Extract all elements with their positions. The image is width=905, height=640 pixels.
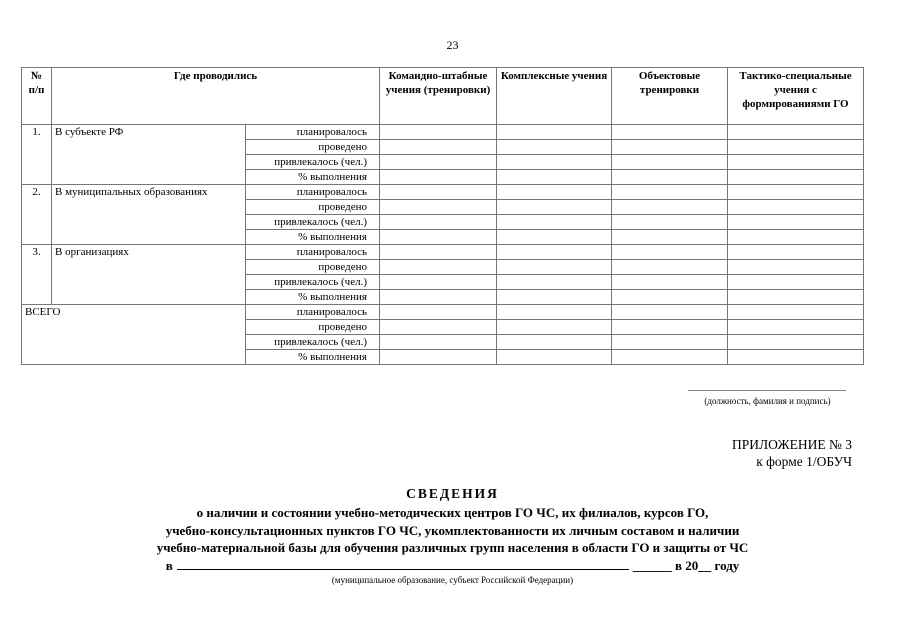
- metric-label: проведено: [246, 320, 380, 335]
- period-suffix: ______ в 20__ году: [632, 558, 740, 573]
- data-cell[interactable]: [728, 170, 864, 185]
- metric-label: проведено: [246, 200, 380, 215]
- data-cell[interactable]: [612, 170, 728, 185]
- data-cell[interactable]: [728, 200, 864, 215]
- data-cell[interactable]: [728, 155, 864, 170]
- data-cell[interactable]: [497, 260, 612, 275]
- data-cell[interactable]: [612, 230, 728, 245]
- data-cell[interactable]: [497, 305, 612, 320]
- data-cell[interactable]: [380, 350, 497, 365]
- data-cell[interactable]: [380, 320, 497, 335]
- period-line: [0, 557, 905, 574]
- data-cell[interactable]: [497, 335, 612, 350]
- metric-label: планировалось: [246, 245, 380, 260]
- metric-label: привлекалось (чел.): [246, 335, 380, 350]
- data-cell[interactable]: [728, 335, 864, 350]
- data-cell[interactable]: [728, 140, 864, 155]
- data-cell[interactable]: [497, 170, 612, 185]
- header-where: Где проводились: [52, 68, 380, 125]
- data-cell[interactable]: [497, 140, 612, 155]
- data-cell[interactable]: [380, 275, 497, 290]
- data-cell[interactable]: [497, 245, 612, 260]
- metric-label: проведено: [246, 140, 380, 155]
- data-cell[interactable]: [380, 170, 497, 185]
- metric-label: привлекалось (чел.): [246, 275, 380, 290]
- data-cell[interactable]: [497, 350, 612, 365]
- data-cell[interactable]: [728, 230, 864, 245]
- data-cell[interactable]: [380, 140, 497, 155]
- table-row: [22, 185, 864, 200]
- metric-label: проведено: [246, 260, 380, 275]
- signature-line: [688, 390, 846, 391]
- header-command-staff: Командно-штабные учения (тренировки): [380, 68, 497, 125]
- data-cell[interactable]: [380, 230, 497, 245]
- appendix-form: к форме 1/ОБУЧ: [756, 454, 852, 469]
- appendix-block: [732, 436, 852, 470]
- data-cell[interactable]: [612, 155, 728, 170]
- location-name: В муниципальных образованиях: [52, 185, 246, 245]
- data-cell[interactable]: [612, 290, 728, 305]
- subheading-line: учебно-материальной базы для обучения различных групп населения в области ГО и защиты от ЧС: [156, 540, 749, 555]
- period-prefix: в: [165, 558, 173, 573]
- row-number: 1.: [22, 125, 52, 185]
- data-cell[interactable]: [612, 260, 728, 275]
- data-cell[interactable]: [612, 215, 728, 230]
- data-cell[interactable]: [497, 275, 612, 290]
- location-name: В субъекте РФ: [52, 125, 246, 185]
- row-number: 3.: [22, 245, 52, 305]
- data-cell[interactable]: [497, 230, 612, 245]
- header-number: № п/п: [22, 68, 52, 125]
- metric-label: % выполнения: [246, 290, 380, 305]
- page-number: 23: [446, 38, 459, 52]
- data-cell[interactable]: [612, 185, 728, 200]
- data-cell[interactable]: [380, 335, 497, 350]
- data-cell[interactable]: [380, 245, 497, 260]
- data-cell[interactable]: [728, 185, 864, 200]
- metric-label: % выполнения: [246, 350, 380, 365]
- data-cell[interactable]: [612, 140, 728, 155]
- data-cell[interactable]: [612, 350, 728, 365]
- subheading-line: учебно-консультационных пунктов ГО ЧС, укомплектованности их личным составом и наличии: [165, 522, 740, 538]
- data-cell[interactable]: [380, 260, 497, 275]
- header-tactical-special: Тактико-специальные учения с формированиями ГО: [728, 68, 864, 125]
- data-cell[interactable]: [380, 290, 497, 305]
- data-cell[interactable]: [497, 125, 612, 140]
- metric-label: привлекалось (чел.): [246, 155, 380, 170]
- data-cell[interactable]: [380, 125, 497, 140]
- period-caption: (муниципальное образование, субъект Российской Федерации): [331, 575, 574, 585]
- data-cell[interactable]: [728, 215, 864, 230]
- data-cell[interactable]: [612, 200, 728, 215]
- table-row: [22, 245, 864, 260]
- metric-label: планировалось: [246, 125, 380, 140]
- document-subheading: [0, 504, 905, 557]
- data-cell[interactable]: [380, 215, 497, 230]
- data-cell[interactable]: [380, 155, 497, 170]
- header-complex: Комплексные учения: [497, 68, 612, 125]
- data-cell[interactable]: [497, 155, 612, 170]
- table-row: [22, 125, 864, 140]
- signature-caption: (должность, фамилия и подпись): [704, 396, 831, 406]
- data-cell[interactable]: [728, 260, 864, 275]
- data-cell[interactable]: [728, 305, 864, 320]
- data-cell[interactable]: [380, 305, 497, 320]
- row-number: 2.: [22, 185, 52, 245]
- metric-label: % выполнения: [246, 170, 380, 185]
- data-cell[interactable]: [612, 125, 728, 140]
- data-cell[interactable]: [612, 245, 728, 260]
- subheading-line: о наличии и состоянии учебно-методических центров ГО ЧС, их филиалов, курсов ГО,: [196, 505, 709, 520]
- metric-label: привлекалось (чел.): [246, 215, 380, 230]
- data-cell[interactable]: [728, 275, 864, 290]
- data-cell[interactable]: [497, 185, 612, 200]
- data-cell[interactable]: [497, 215, 612, 230]
- data-cell[interactable]: [612, 320, 728, 335]
- data-cell[interactable]: [728, 245, 864, 260]
- total-label: ВСЕГО: [22, 305, 246, 365]
- data-cell[interactable]: [497, 320, 612, 335]
- data-cell[interactable]: [728, 125, 864, 140]
- data-cell[interactable]: [380, 200, 497, 215]
- data-cell[interactable]: [380, 185, 497, 200]
- metric-label: % выполнения: [246, 230, 380, 245]
- header-object-training: Объектовые тренировки: [612, 68, 728, 125]
- location-name: В организациях: [52, 245, 246, 305]
- table-header-row: [22, 68, 864, 125]
- data-cell[interactable]: [612, 335, 728, 350]
- data-cell[interactable]: [728, 350, 864, 365]
- total-row: [22, 305, 864, 320]
- metric-label: планировалось: [246, 305, 380, 320]
- data-cell[interactable]: [497, 200, 612, 215]
- data-cell[interactable]: [612, 275, 728, 290]
- appendix-title: ПРИЛОЖЕНИЕ № 3: [731, 437, 852, 452]
- metric-label: планировалось: [246, 185, 380, 200]
- exercises-table: [21, 67, 864, 365]
- document-heading: СВЕДЕНИЯ: [406, 486, 499, 501]
- data-cell[interactable]: [612, 305, 728, 320]
- period-blank-field[interactable]: [177, 557, 629, 570]
- data-cell[interactable]: [728, 290, 864, 305]
- data-cell[interactable]: [728, 320, 864, 335]
- data-cell[interactable]: [497, 290, 612, 305]
